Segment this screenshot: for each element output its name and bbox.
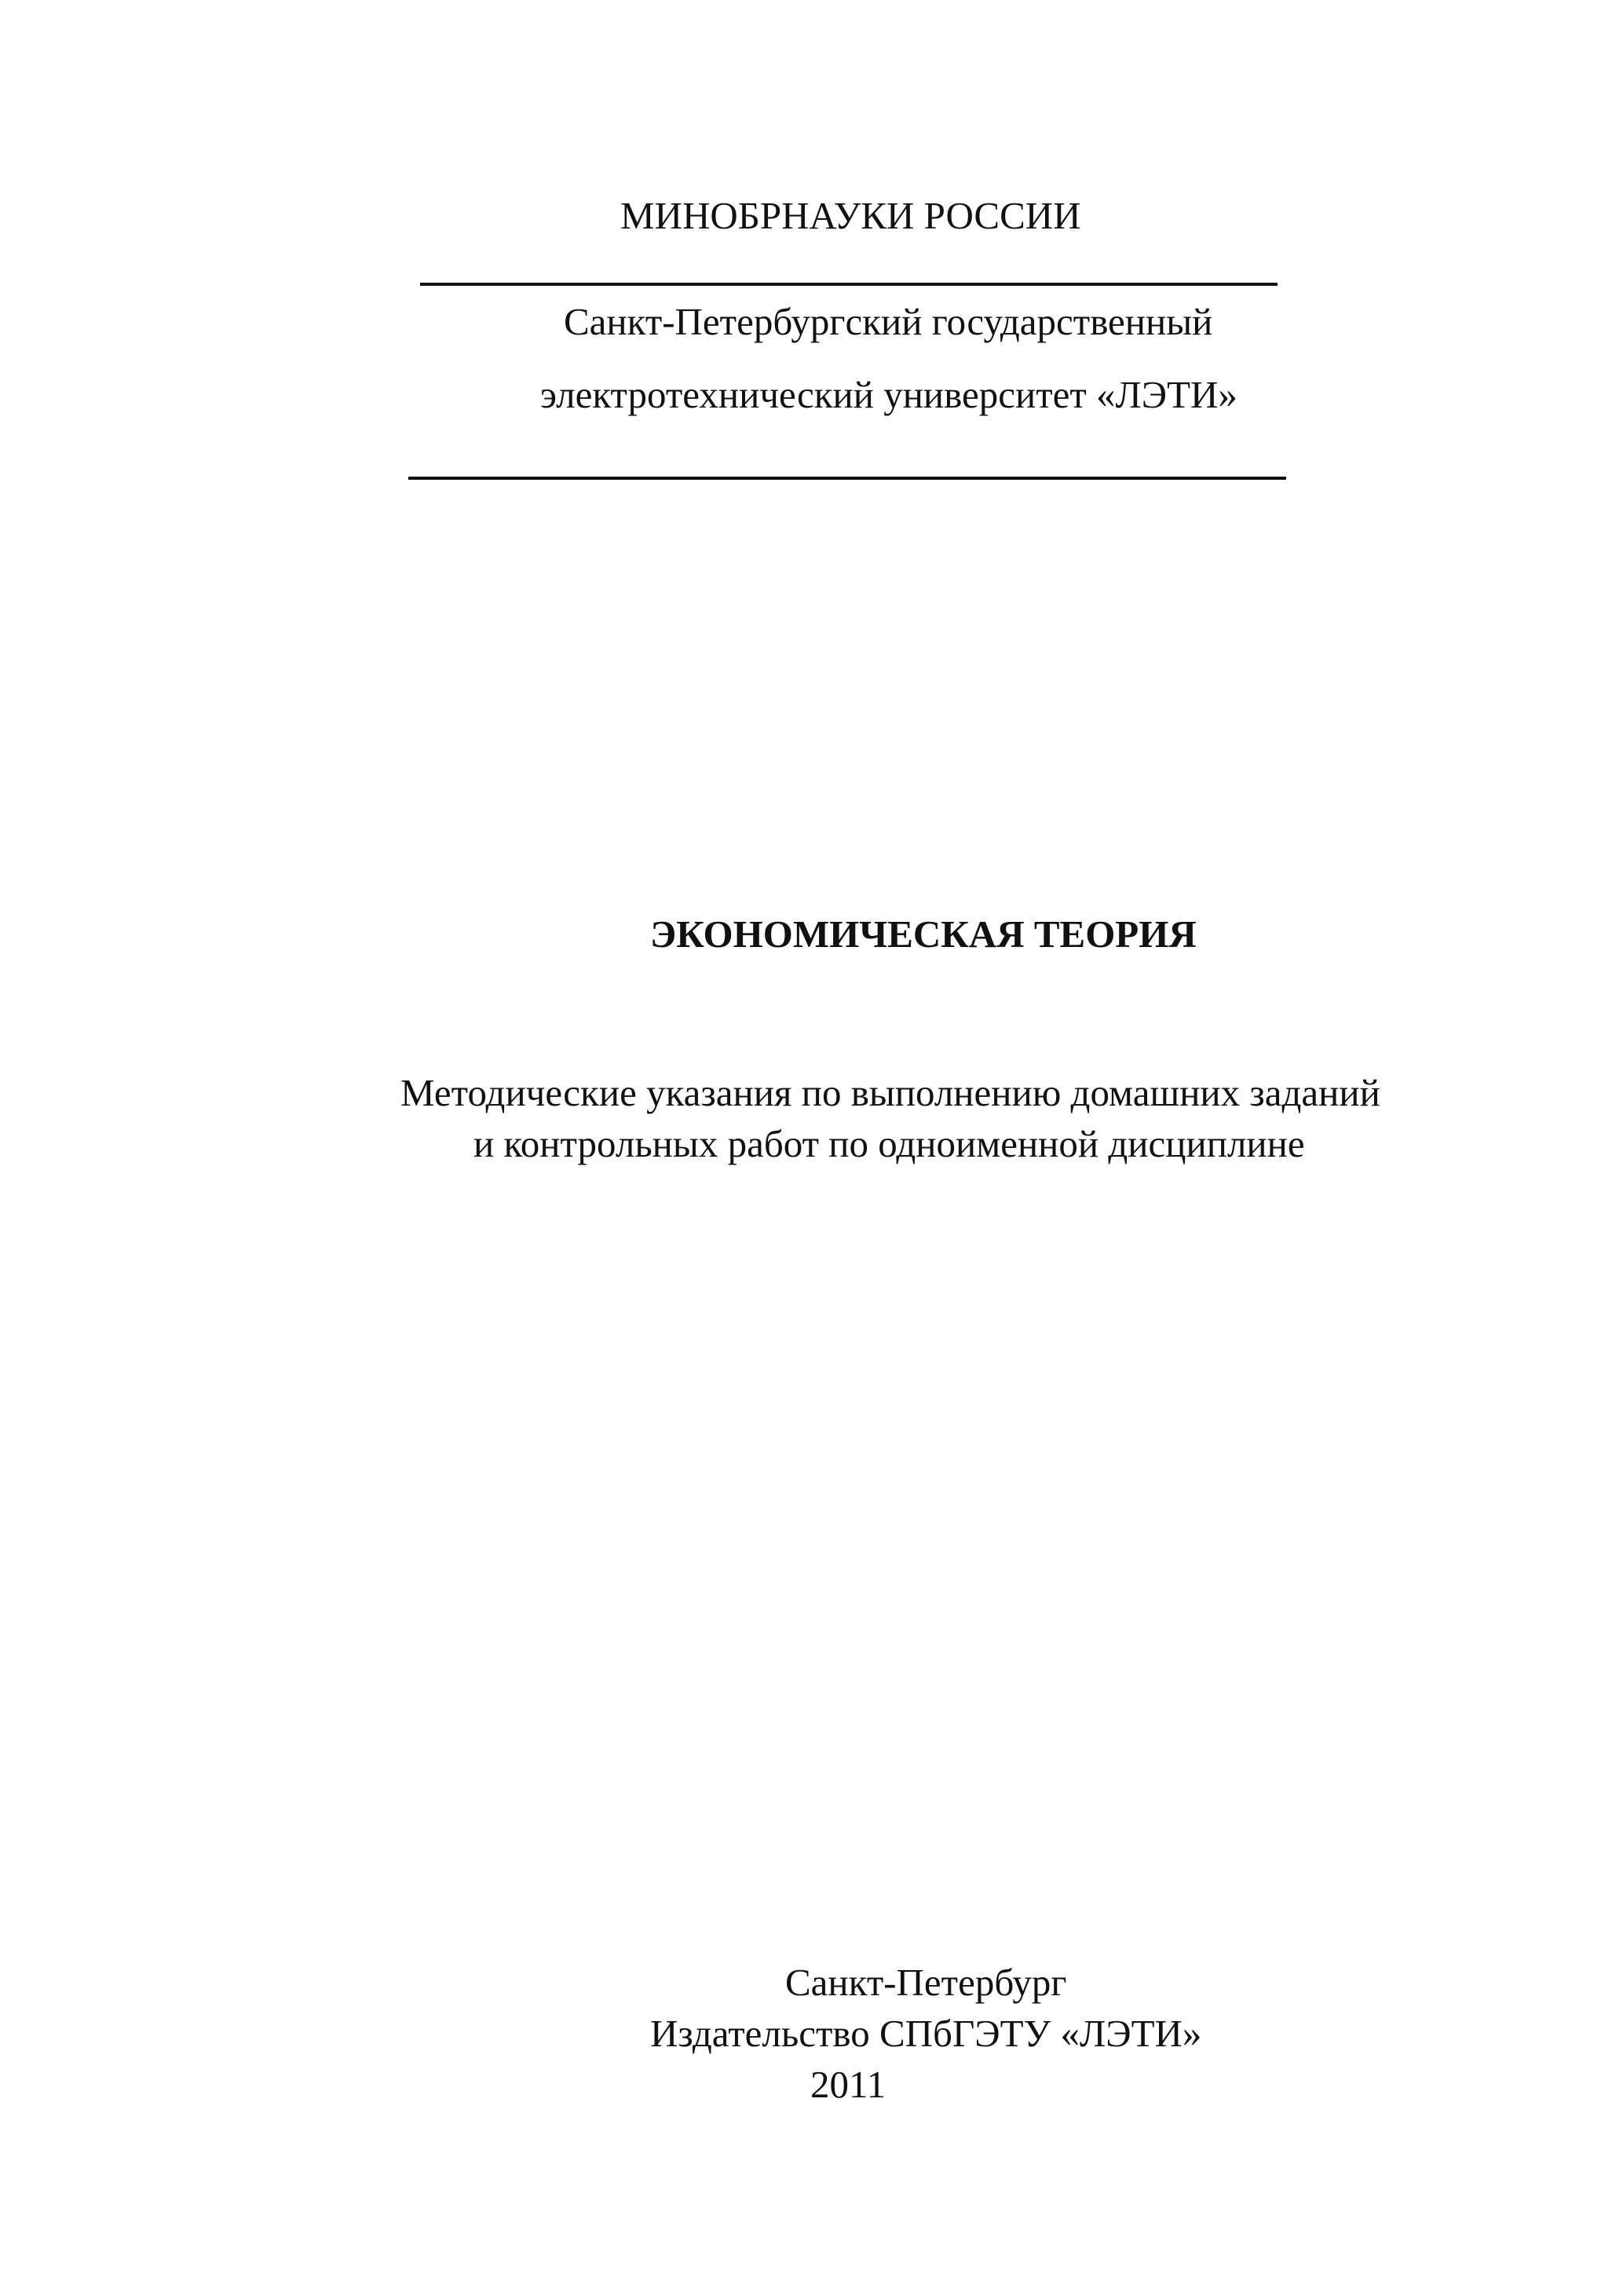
ministry-name: МИНОБРНАУКИ РОССИИ <box>620 194 1081 237</box>
document-subtitle-line-1: Методические указания по выполнению домашних заданий <box>400 1071 1380 1114</box>
bottom-divider <box>408 477 1286 480</box>
publisher-name: Издательство СПбГЭТУ «ЛЭТИ» <box>650 2012 1202 2055</box>
publication-city: Санкт-Петербург <box>785 1961 1067 2004</box>
publication-year: 2011 <box>810 2063 886 2106</box>
top-divider <box>420 283 1278 286</box>
document-subtitle-line-2: и контрольных работ по одноименной дисциплине <box>473 1122 1305 1165</box>
university-name-line-1: Санкт-Петербургский государственный <box>564 300 1213 343</box>
university-name-line-2: электротехнический университет «ЛЭТИ» <box>540 373 1237 416</box>
document-title: ЭКОНОМИЧЕСКАЯ ТЕОРИЯ <box>650 912 1197 956</box>
